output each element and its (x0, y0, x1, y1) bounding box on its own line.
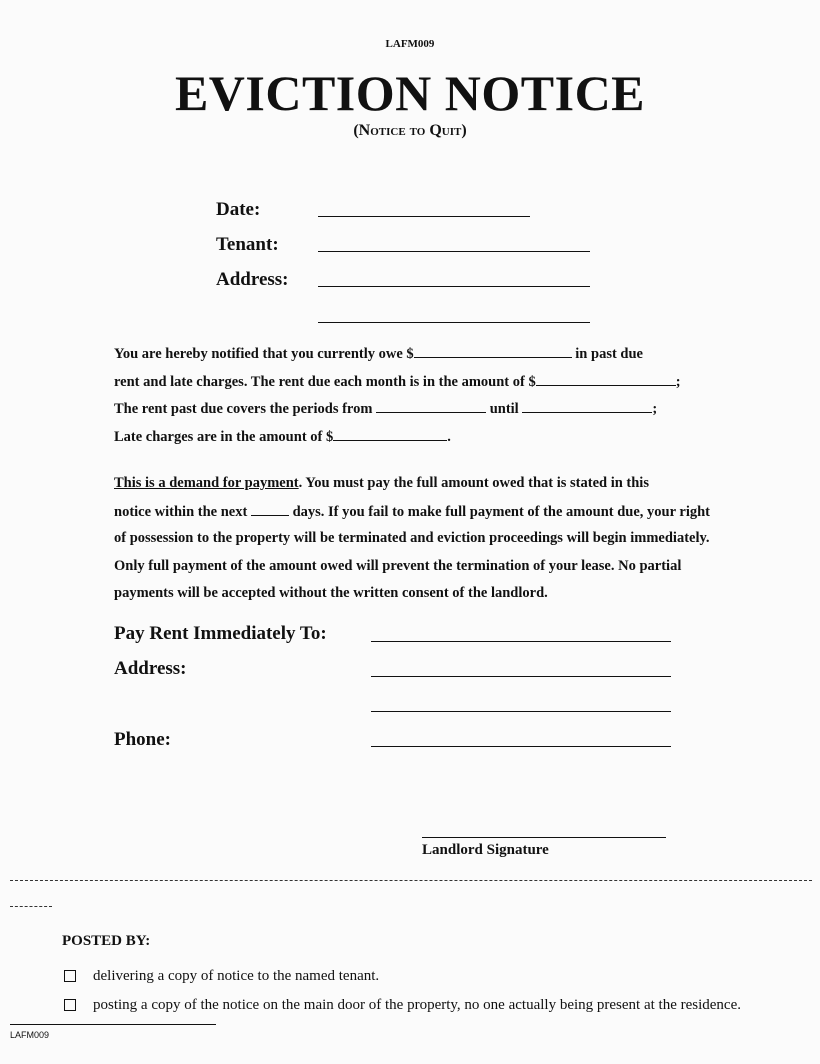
checkbox-delivered[interactable] (64, 970, 76, 982)
address-blank-1[interactable] (318, 286, 590, 287)
tenant-blank[interactable] (318, 251, 590, 252)
pay-address-blank-2[interactable] (371, 711, 671, 712)
cut-line-continuation (10, 906, 52, 907)
late-charges-text: Late charges are in the amount of $ (114, 429, 334, 445)
pay-to-blank[interactable] (371, 641, 671, 642)
monthly-rent-text: rent and late charges. The rent due each month is in the amount of $ (114, 374, 536, 390)
posted-by-label: POSTED BY: (62, 933, 151, 949)
past-due-text: in past due (571, 346, 643, 362)
semicolon: ; (652, 401, 658, 417)
demand-line (114, 475, 649, 492)
owe-text: You are hereby notified that you currently owe $ (114, 346, 414, 362)
period-from-blank[interactable] (376, 400, 486, 413)
demand-text: . You must pay the full amount owed that is stated in this (298, 475, 649, 491)
possession-line: of possession to the property will be terminated and eviction proceedings will begin immediately. (114, 530, 710, 546)
semicolon: ; (675, 374, 681, 390)
pay-address-blank-1[interactable] (371, 676, 671, 677)
form-code-footer: LAFM009 (10, 1030, 50, 1040)
monthly-rent-blank[interactable] (536, 373, 676, 386)
document-subtitle: (Notice to Quit) (353, 122, 467, 139)
option-delivered: delivering a copy of notice to the named tenant. (93, 968, 380, 984)
owe-line (114, 345, 643, 363)
days-text-b: days. If you fail to make full payment of the amount due, your right (288, 504, 710, 520)
late-charges-line (114, 428, 451, 446)
pay-address-label: Address: (114, 658, 187, 679)
address-blank-2[interactable] (318, 322, 590, 323)
days-text-a: notice within the next (114, 504, 251, 520)
days-blank[interactable] (251, 503, 289, 516)
form-code-top: LAFM009 (385, 38, 435, 50)
option-posted-door: posting a copy of the notice on the main door of the property, no one actually being present at the residence. (93, 997, 741, 1013)
tenant-label: Tenant: (216, 234, 279, 255)
address-label: Address: (216, 269, 289, 290)
period-line (114, 400, 657, 418)
pay-to-label: Pay Rent Immediately To: (114, 623, 327, 644)
full-payment-line: Only full payment of the amount owed will prevent the termination of your lease. No partial (114, 558, 682, 574)
consent-line: payments will be accepted without the written consent of the landlord. (114, 585, 548, 601)
date-label: Date: (216, 199, 261, 220)
monthly-rent-line (114, 373, 681, 391)
period-until-blank[interactable] (522, 400, 652, 413)
signature-line[interactable] (422, 837, 666, 838)
cut-line (10, 880, 812, 881)
until-text: until (486, 401, 523, 417)
document-title: EVICTION NOTICE (174, 65, 646, 121)
period-text: The rent past due covers the periods from (114, 401, 377, 417)
date-blank[interactable] (318, 216, 530, 217)
signature-label: Landlord Signature (422, 842, 549, 858)
phone-label: Phone: (114, 729, 171, 750)
phone-blank[interactable] (371, 746, 671, 747)
period-mark: . (447, 429, 451, 445)
footer-rule (10, 1024, 216, 1025)
late-charges-blank[interactable] (333, 428, 447, 441)
owe-amount-blank[interactable] (414, 345, 572, 358)
checkbox-posted-door[interactable] (64, 999, 76, 1011)
days-line (114, 503, 710, 521)
demand-heading: This is a demand for payment (114, 475, 299, 491)
